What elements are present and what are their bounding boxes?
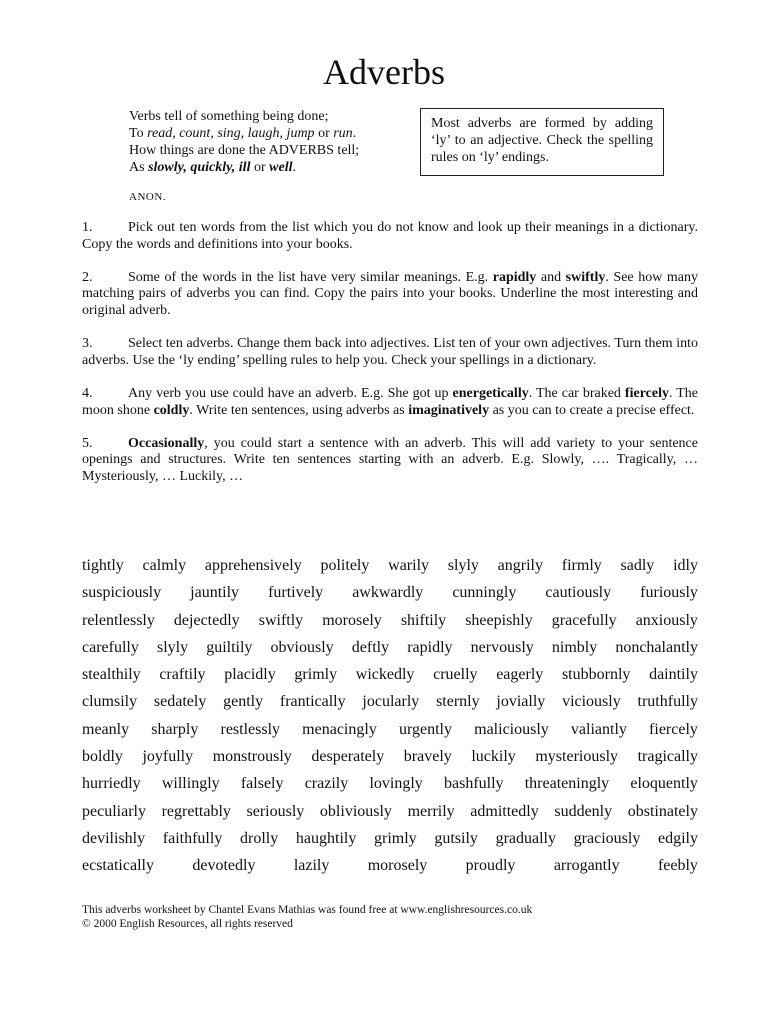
adverb-word: valiantly: [570, 720, 627, 738]
adverb-word: swiftly: [258, 611, 304, 629]
adverb-word: peculiarly: [82, 802, 146, 820]
adverb-word: gradually: [495, 829, 556, 847]
adverb-word: politely: [320, 557, 370, 574]
adverb-word: relentlessly: [82, 611, 155, 629]
adverb-word: boldly: [82, 748, 123, 766]
page-title: Adverbs: [323, 52, 445, 92]
adverb-word: devilishly: [82, 829, 146, 847]
adverb-word: meanly: [82, 720, 130, 738]
adverb-word: eagerly: [496, 666, 544, 684]
adverb-word: viciously: [562, 693, 621, 711]
adverb-word: threateningly: [524, 775, 610, 793]
footer: [82, 903, 532, 931]
adverb-word: jauntily: [190, 584, 240, 602]
adverb-word: tragically: [637, 748, 698, 766]
adverb-word-list: [82, 552, 698, 880]
poem-line-1: Verbs tell of something being done;: [129, 109, 329, 124]
poem-author: ANON.: [129, 191, 167, 203]
intro-poem: [129, 108, 409, 176]
adverb-word: sedately: [153, 693, 207, 711]
adverb-word: devotedly: [192, 857, 256, 875]
adverb-word: placidly: [224, 666, 276, 684]
adverb-word: slyly: [447, 557, 479, 574]
adverb-word: joyfully: [142, 748, 194, 766]
adverb-word: restlessly: [220, 720, 281, 738]
adverb-word: clumsily: [82, 693, 138, 711]
word-row: [82, 743, 698, 770]
adverb-word: warily: [388, 557, 430, 574]
adverb-word: morosely: [322, 611, 382, 629]
adverb-word: sheepishly: [465, 611, 533, 629]
task-5: 5. Occasionally, you could start a sentence with an adverb. This will add variety to your sentence openings and structures. Write ten sentences starting with an adverb. E.g. Slowly, …. Tragically, … Mysteriously, … Luckily, …: [82, 435, 698, 484]
adverb-word: menacingly: [302, 720, 377, 738]
adverb-word: desperately: [311, 748, 385, 766]
adverb-word: gracefully: [551, 611, 617, 629]
adverb-word: daintily: [649, 666, 698, 684]
adverb-word: bashfully: [443, 775, 504, 793]
adverb-word: maliciously: [474, 720, 549, 738]
adverb-word: cruelly: [433, 666, 478, 684]
adverb-word: obviously: [270, 638, 334, 656]
adverb-word: luckily: [471, 748, 516, 766]
adverb-word: suspiciously: [82, 584, 162, 602]
task-number: 4.: [82, 385, 93, 401]
adverb-word: morosely: [367, 857, 428, 875]
task-list: [82, 220, 698, 502]
task-1: 1. Pick out ten words from the list which you do not know and look up their meanings in a dictionary. Copy the words and definitions into your books.: [82, 220, 698, 252]
task-2: 2. Some of the words in the list have very similar meanings. E.g. rapidly and swiftly. See how many matching pairs of adverbs you can find. Copy the pairs into your books. Underline the most interesting and original adverb.: [82, 269, 698, 318]
word-row: [82, 770, 698, 797]
adverb-word: regrettably: [161, 802, 231, 820]
adverb-word: bravely: [403, 748, 452, 766]
word-row: [82, 607, 698, 634]
adverb-word: carefully: [82, 638, 139, 656]
adverb-word: lovingly: [369, 775, 423, 793]
task-4: 4. Any verb you use could have an adverb. E.g. She got up energetically. The car braked fiercely. The moon shone coldly. Write ten sentences, using adverbs as imaginatively as you can to create a precise effect.: [82, 385, 698, 418]
spelling-tip-box: Most adverbs are formed by adding ‘ly’ to an adjective. Check the spelling rules on ‘ly’ endings.: [420, 108, 664, 176]
adverb-word: willingly: [161, 775, 220, 793]
adverb-word: merrily: [407, 802, 455, 820]
adverb-word: jocularly: [362, 693, 420, 711]
adverb-word: falsely: [240, 775, 284, 793]
task-number: 5.: [82, 435, 93, 451]
adverb-word: crazily: [304, 775, 349, 793]
poem-line-3: How things are done the ADVERBS tell;: [129, 143, 360, 158]
adverb-word: fiercely: [649, 720, 698, 738]
word-row: [82, 798, 698, 825]
task-number: 1.: [82, 220, 93, 235]
adverb-word: urgently: [398, 720, 452, 738]
task-3: 3. Select ten adverbs. Change them back into adjectives. List ten of your own adjectives. Turn them into adverbs. Use the ‘ly ending’ spelling rules to help you. Check your spellings in a dictionary.: [82, 336, 698, 368]
adverb-word: proudly: [465, 857, 516, 875]
footer-credit: This adverbs worksheet by Chantel Evans Mathias was found free at www.englishresources.co.uk: [82, 904, 533, 916]
adverb-word: cunningly: [452, 584, 517, 602]
adverb-word: obstinately: [627, 802, 698, 820]
adverb-word: idly: [673, 557, 698, 574]
adverb-word: shiftily: [400, 611, 447, 629]
adverb-word: lazily: [293, 857, 330, 875]
poem-line-4: As slowly, quickly, ill or well.: [129, 160, 296, 175]
adverb-word: stubbornly: [561, 666, 631, 684]
adverb-word: nimbly: [551, 638, 598, 656]
adverb-word: awkwardly: [352, 584, 424, 602]
adverb-word: slyly: [156, 638, 189, 656]
adverb-word: obliviously: [319, 802, 392, 820]
adverb-word: truthfully: [637, 693, 698, 711]
adverb-word: angrily: [497, 557, 543, 574]
adverb-word: furtively: [268, 584, 324, 602]
adverb-word: sharply: [151, 720, 199, 738]
adverb-word: apprehensively: [204, 557, 302, 574]
word-row: [82, 825, 698, 852]
adverb-word: grimly: [294, 666, 338, 684]
adverb-word: furiously: [640, 584, 698, 602]
adverb-word: sternly: [436, 693, 480, 711]
word-row: [82, 661, 698, 688]
adverb-word: rapidly: [407, 638, 453, 656]
adverb-word: mysteriously: [535, 748, 619, 766]
word-row: [82, 634, 698, 661]
adverb-word: craftily: [159, 666, 206, 684]
adverb-word: gently: [223, 693, 264, 711]
adverb-word: drolly: [240, 829, 279, 847]
task-number: 2.: [82, 269, 93, 285]
adverb-word: haughtily: [295, 829, 357, 847]
adverb-word: monstrously: [212, 748, 292, 766]
task-number: 3.: [82, 336, 93, 352]
adverb-word: jovially: [496, 693, 546, 711]
adverb-word: graciously: [573, 829, 641, 847]
adverb-word: faithfully: [162, 829, 223, 847]
adverb-word: admittedly: [470, 802, 539, 820]
adverb-word: dejectedly: [173, 611, 240, 629]
adverb-word: firmly: [561, 557, 602, 574]
adverb-word: eloquently: [630, 775, 698, 793]
word-row: [82, 579, 698, 606]
adverb-word: stealthily: [82, 666, 141, 684]
adverb-word: edgily: [658, 829, 698, 847]
adverb-word: suddenly: [554, 802, 613, 820]
adverb-word: ecstatically: [82, 857, 154, 875]
word-row: [82, 688, 698, 715]
adverb-word: nonchalantly: [615, 638, 698, 656]
adverb-word: cautiously: [545, 584, 612, 602]
adverb-word: nervously: [470, 638, 534, 656]
adverb-word: wickedly: [355, 666, 415, 684]
adverb-word: seriously: [246, 802, 305, 820]
adverb-word: anxiously: [635, 611, 698, 629]
adverb-word: grimly: [374, 829, 417, 847]
poem-line-2: To read, count, sing, laugh, jump or run.: [129, 126, 357, 141]
adverb-word: hurriedly: [82, 775, 141, 793]
adverb-word: arrogantly: [553, 857, 620, 875]
adverb-word: tightly: [82, 557, 124, 574]
adverb-word: gutsily: [434, 829, 478, 847]
adverb-word: deftly: [351, 638, 390, 656]
word-row: [82, 716, 698, 743]
adverb-word: sadly: [620, 557, 655, 574]
adverb-word: feebly: [657, 857, 698, 875]
footer-copyright: © 2000 English Resources, all rights reserved: [82, 918, 293, 930]
adverb-word: frantically: [279, 693, 346, 711]
word-row: [82, 552, 698, 579]
adverb-word: guiltily: [206, 638, 253, 656]
word-row: [82, 852, 698, 879]
adverb-word: calmly: [142, 557, 187, 574]
